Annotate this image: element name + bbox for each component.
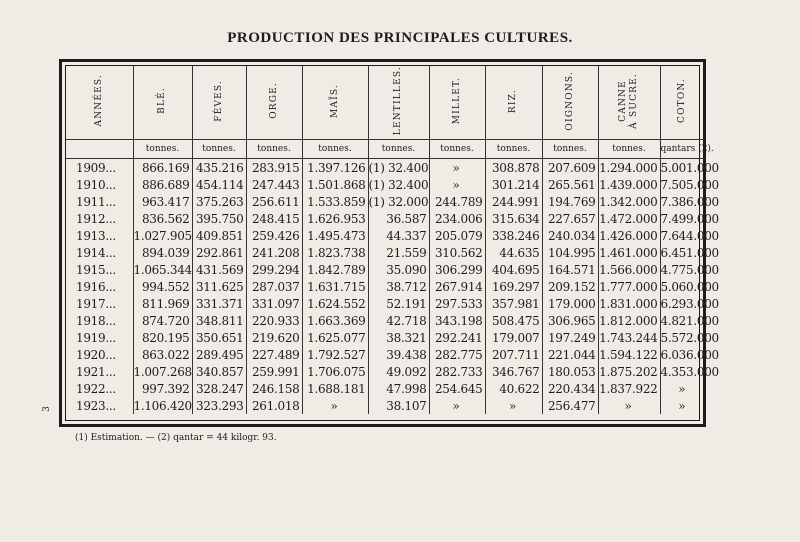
year-cell: 1918... — [76, 313, 116, 328]
value-cell: 256.477 — [542, 397, 598, 414]
year-cell: 1913... — [76, 228, 116, 243]
value-cell: 282.733 — [429, 363, 485, 380]
unit-cell: tonnes. — [133, 140, 192, 159]
value-cell: 4.775.000 — [660, 262, 719, 277]
value-cell: 1.294.000 — [598, 159, 660, 177]
value-cell: 207.711 — [485, 346, 542, 363]
column-header-label: LENTILLES. — [393, 66, 403, 136]
value-cell: 1.007.268 — [133, 364, 192, 379]
year-cell: 1916... — [76, 279, 116, 294]
value-cell: 287.037 — [246, 278, 302, 295]
value-cell: 301.214 — [485, 176, 542, 193]
value-cell: 44.635 — [485, 244, 542, 261]
table-row — [66, 329, 705, 346]
value-cell: 1.688.181 — [302, 380, 368, 397]
column-header — [429, 66, 485, 140]
value-cell: 49.092 — [368, 363, 429, 380]
value-cell: 886.689 — [133, 176, 192, 193]
value-cell: 7.386.000 — [660, 194, 719, 209]
column-header — [660, 66, 705, 140]
year-cell: 1921... — [76, 364, 116, 379]
column-header-label: RIZ. — [508, 88, 518, 113]
value-cell: 863.022 — [133, 346, 192, 363]
value-cell: 395.750 — [192, 210, 246, 227]
column-header-label: ANNÉES. — [93, 74, 104, 127]
value-cell: » — [598, 397, 660, 414]
value-cell: 306.965 — [542, 312, 598, 329]
table-row — [66, 176, 705, 193]
value-cell: 310.562 — [429, 244, 485, 261]
column-header-label: MILLET. — [451, 76, 462, 125]
table-row — [66, 227, 705, 244]
value-cell: 375.263 — [192, 193, 246, 210]
value-cell: 21.559 — [368, 244, 429, 261]
value-cell: 247.443 — [246, 176, 302, 193]
value-cell: 5.060.000 — [660, 279, 719, 294]
value-cell: 267.914 — [429, 278, 485, 295]
value-cell: 241.208 — [246, 244, 302, 261]
value-cell: » — [660, 380, 705, 397]
column-header — [542, 66, 598, 140]
value-cell: 36.587 — [368, 210, 429, 227]
value-cell: » — [485, 397, 542, 414]
value-cell: 836.562 — [133, 210, 192, 227]
value-cell: 1.342.000 — [598, 193, 660, 210]
column-header-label: FÈVES. — [213, 79, 224, 122]
unit-cell: tonnes. — [598, 140, 660, 159]
value-cell: 1.875.202 — [598, 363, 660, 380]
value-cell: 338.246 — [485, 227, 542, 244]
value-cell: 1.397.126 — [302, 159, 368, 177]
value-cell: 207.609 — [542, 159, 598, 177]
value-cell: 283.915 — [246, 159, 302, 177]
column-header — [302, 66, 368, 140]
value-cell: 1.426.000 — [598, 227, 660, 244]
table-row — [66, 363, 705, 380]
value-cell: 997.392 — [133, 380, 192, 397]
year-cell: 1909... — [76, 160, 116, 175]
column-header — [485, 66, 542, 140]
column-header-label: BLÉ. — [157, 87, 167, 115]
value-cell: 259.426 — [246, 227, 302, 244]
value-cell: 1.472.000 — [598, 210, 660, 227]
value-cell: 404.695 — [485, 261, 542, 278]
column-header — [66, 66, 133, 140]
column-header — [368, 66, 429, 140]
column-header — [192, 66, 246, 140]
value-cell: 259.991 — [246, 363, 302, 380]
value-cell: 1.626.953 — [302, 210, 368, 227]
value-cell: 169.297 — [485, 278, 542, 295]
table-row — [66, 244, 705, 261]
value-cell: 1.706.075 — [302, 363, 368, 380]
value-cell: 994.552 — [133, 278, 192, 295]
column-header — [133, 66, 192, 140]
value-cell: 219.620 — [246, 329, 302, 346]
value-cell: » — [302, 397, 368, 414]
table-row — [66, 159, 705, 177]
value-cell: 227.657 — [542, 210, 598, 227]
table-row — [66, 278, 705, 295]
value-cell: 409.851 — [192, 227, 246, 244]
year-cell: 1912... — [76, 211, 116, 226]
column-header — [246, 66, 302, 140]
value-cell: » — [429, 176, 485, 193]
value-cell: 1.792.527 — [302, 346, 368, 363]
table-row — [66, 193, 705, 210]
value-cell: 104.995 — [542, 244, 598, 261]
table-row — [66, 210, 705, 227]
year-cell: 1922... — [76, 381, 116, 396]
value-cell: 220.434 — [542, 380, 598, 397]
table-row — [66, 397, 705, 414]
unit-cell: tonnes. — [485, 140, 542, 159]
unit-cell: qantars (2). — [660, 140, 705, 159]
value-cell: 261.018 — [246, 397, 302, 414]
value-cell: 6.451.000 — [660, 245, 719, 260]
unit-cell: tonnes. — [192, 140, 246, 159]
value-cell: 1.495.473 — [302, 227, 368, 244]
value-cell: 194.769 — [542, 193, 598, 210]
value-cell: 7.505.000 — [660, 177, 719, 192]
value-cell: 220.933 — [246, 312, 302, 329]
value-cell: 35.090 — [368, 261, 429, 278]
value-cell: (1) 32.400 — [368, 177, 429, 192]
table-frame — [59, 59, 719, 427]
value-cell: 4.821.000 — [660, 313, 719, 328]
unit-cell: tonnes. — [429, 140, 485, 159]
value-cell: 282.775 — [429, 346, 485, 363]
value-cell: 331.371 — [192, 295, 246, 312]
value-cell: 254.645 — [429, 380, 485, 397]
value-cell: 289.495 — [192, 346, 246, 363]
value-cell: 299.294 — [246, 261, 302, 278]
year-cell: 1914... — [76, 245, 116, 260]
header-row — [66, 66, 705, 140]
value-cell: (1) 32.400 — [368, 160, 429, 175]
value-cell: 1.439.000 — [598, 176, 660, 193]
value-cell: 221.044 — [542, 346, 598, 363]
column-header — [598, 66, 660, 140]
table-row — [66, 346, 705, 363]
value-cell: 1.065.344 — [133, 262, 192, 277]
unit-cell — [66, 140, 133, 159]
footnote: (1) Estimation. — (2) qantar = 44 kilogr. 93. — [75, 433, 277, 443]
value-cell: 47.998 — [368, 380, 429, 397]
value-cell: 5.001.000 — [660, 160, 719, 175]
year-cell: 1910... — [76, 177, 116, 192]
unit-cell: tonnes. — [302, 140, 368, 159]
year-cell: 1923... — [76, 398, 116, 413]
value-cell: 292.861 — [192, 244, 246, 261]
value-cell: 240.034 — [542, 227, 598, 244]
page-mark: 3 — [41, 406, 52, 412]
year-cell: 1920... — [76, 347, 116, 362]
value-cell: 292.241 — [429, 329, 485, 346]
value-cell: 1.823.738 — [302, 244, 368, 261]
value-cell: 164.571 — [542, 261, 598, 278]
year-cell: 1915... — [76, 262, 116, 277]
value-cell: 38.321 — [368, 329, 429, 346]
value-cell: » — [429, 397, 485, 414]
value-cell: 180.053 — [542, 363, 598, 380]
table-row — [66, 312, 705, 329]
column-header-label: OIGNONS. — [564, 70, 575, 131]
value-cell: 1.594.122 — [598, 346, 660, 363]
units-row — [66, 140, 705, 159]
value-cell: 1.631.715 — [302, 278, 368, 295]
value-cell: 1.837.922 — [598, 380, 660, 397]
value-cell: 38.712 — [368, 278, 429, 295]
unit-cell: tonnes. — [246, 140, 302, 159]
value-cell: 265.561 — [542, 176, 598, 193]
value-cell: » — [429, 159, 485, 177]
column-header-label: CANNE À SUCRE. — [618, 72, 639, 129]
unit-cell: tonnes. — [542, 140, 598, 159]
value-cell: 894.039 — [133, 244, 192, 261]
value-cell: 306.299 — [429, 261, 485, 278]
value-cell: 1.501.868 — [302, 176, 368, 193]
value-cell: 1.566.000 — [598, 261, 660, 278]
value-cell: 7.644.000 — [660, 228, 719, 243]
value-cell: 6.293.000 — [660, 296, 719, 311]
value-cell: » — [660, 397, 705, 414]
value-cell: 348.811 — [192, 312, 246, 329]
value-cell: 1.663.369 — [302, 312, 368, 329]
value-cell: 1.624.552 — [302, 295, 368, 312]
value-cell: 297.533 — [429, 295, 485, 312]
year-cell: 1917... — [76, 296, 116, 311]
year-cell: 1911... — [76, 194, 116, 209]
value-cell: 39.438 — [368, 346, 429, 363]
column-header-label: ORGE. — [268, 82, 279, 119]
value-cell: 1.106.420 — [133, 398, 192, 413]
value-cell: 1.625.077 — [302, 329, 368, 346]
page-title: PRODUCTION DES PRINCIPALES CULTURES. — [227, 30, 573, 46]
unit-cell: tonnes. — [368, 140, 429, 159]
value-cell: 179.000 — [542, 295, 598, 312]
value-cell: 454.114 — [192, 176, 246, 193]
value-cell: 227.489 — [246, 346, 302, 363]
value-cell: 1.842.789 — [302, 261, 368, 278]
value-cell: 357.981 — [485, 295, 542, 312]
column-header-label: MAÏS. — [329, 83, 340, 118]
table-row — [66, 380, 705, 397]
value-cell: 1.461.000 — [598, 244, 660, 261]
value-cell: 244.789 — [429, 193, 485, 210]
value-cell: 1.533.859 — [302, 193, 368, 210]
value-cell: 1.743.244 — [598, 329, 660, 346]
value-cell: (1) 32.000 — [368, 194, 429, 209]
value-cell: 866.169 — [133, 159, 192, 177]
table-body — [66, 159, 719, 415]
value-cell: 820.195 — [133, 329, 192, 346]
production-table — [66, 66, 719, 414]
value-cell: 1.027.905 — [133, 228, 192, 243]
value-cell: 246.158 — [246, 380, 302, 397]
value-cell: 179.007 — [485, 329, 542, 346]
value-cell: 248.415 — [246, 210, 302, 227]
value-cell: 234.006 — [429, 210, 485, 227]
value-cell: 431.569 — [192, 261, 246, 278]
value-cell: 197.249 — [542, 329, 598, 346]
table-row — [66, 261, 705, 278]
value-cell: 205.079 — [429, 227, 485, 244]
value-cell: 7.499.000 — [660, 211, 719, 226]
value-cell: 350.651 — [192, 329, 246, 346]
value-cell: 874.720 — [133, 312, 192, 329]
value-cell: 811.969 — [133, 295, 192, 312]
value-cell: 311.625 — [192, 278, 246, 295]
value-cell: 435.216 — [192, 159, 246, 177]
table-inner-border — [65, 65, 719, 421]
value-cell: 1.812.000 — [598, 312, 660, 329]
value-cell: 42.718 — [368, 312, 429, 329]
value-cell: 340.857 — [192, 363, 246, 380]
value-cell: 328.247 — [192, 380, 246, 397]
value-cell: 331.097 — [246, 295, 302, 312]
column-header-label: COTON. — [677, 78, 688, 124]
value-cell: 1.777.000 — [598, 278, 660, 295]
value-cell: 209.152 — [542, 278, 598, 295]
value-cell: 6.036.000 — [660, 347, 719, 362]
value-cell: 1.831.000 — [598, 295, 660, 312]
value-cell: 244.991 — [485, 193, 542, 210]
value-cell: 343.198 — [429, 312, 485, 329]
value-cell: 40.622 — [485, 380, 542, 397]
value-cell: 5.572.000 — [660, 330, 719, 345]
table-row — [66, 295, 705, 312]
value-cell: 308.878 — [485, 159, 542, 177]
value-cell: 346.767 — [485, 363, 542, 380]
value-cell: 38.107 — [368, 397, 429, 414]
value-cell: 323.293 — [192, 397, 246, 414]
value-cell: 4.353.000 — [660, 364, 719, 379]
value-cell: 52.191 — [368, 295, 429, 312]
year-cell: 1919... — [76, 330, 116, 345]
value-cell: 256.611 — [246, 193, 302, 210]
value-cell: 508.475 — [485, 312, 542, 329]
value-cell: 315.634 — [485, 210, 542, 227]
value-cell: 963.417 — [133, 193, 192, 210]
value-cell: 44.337 — [368, 227, 429, 244]
